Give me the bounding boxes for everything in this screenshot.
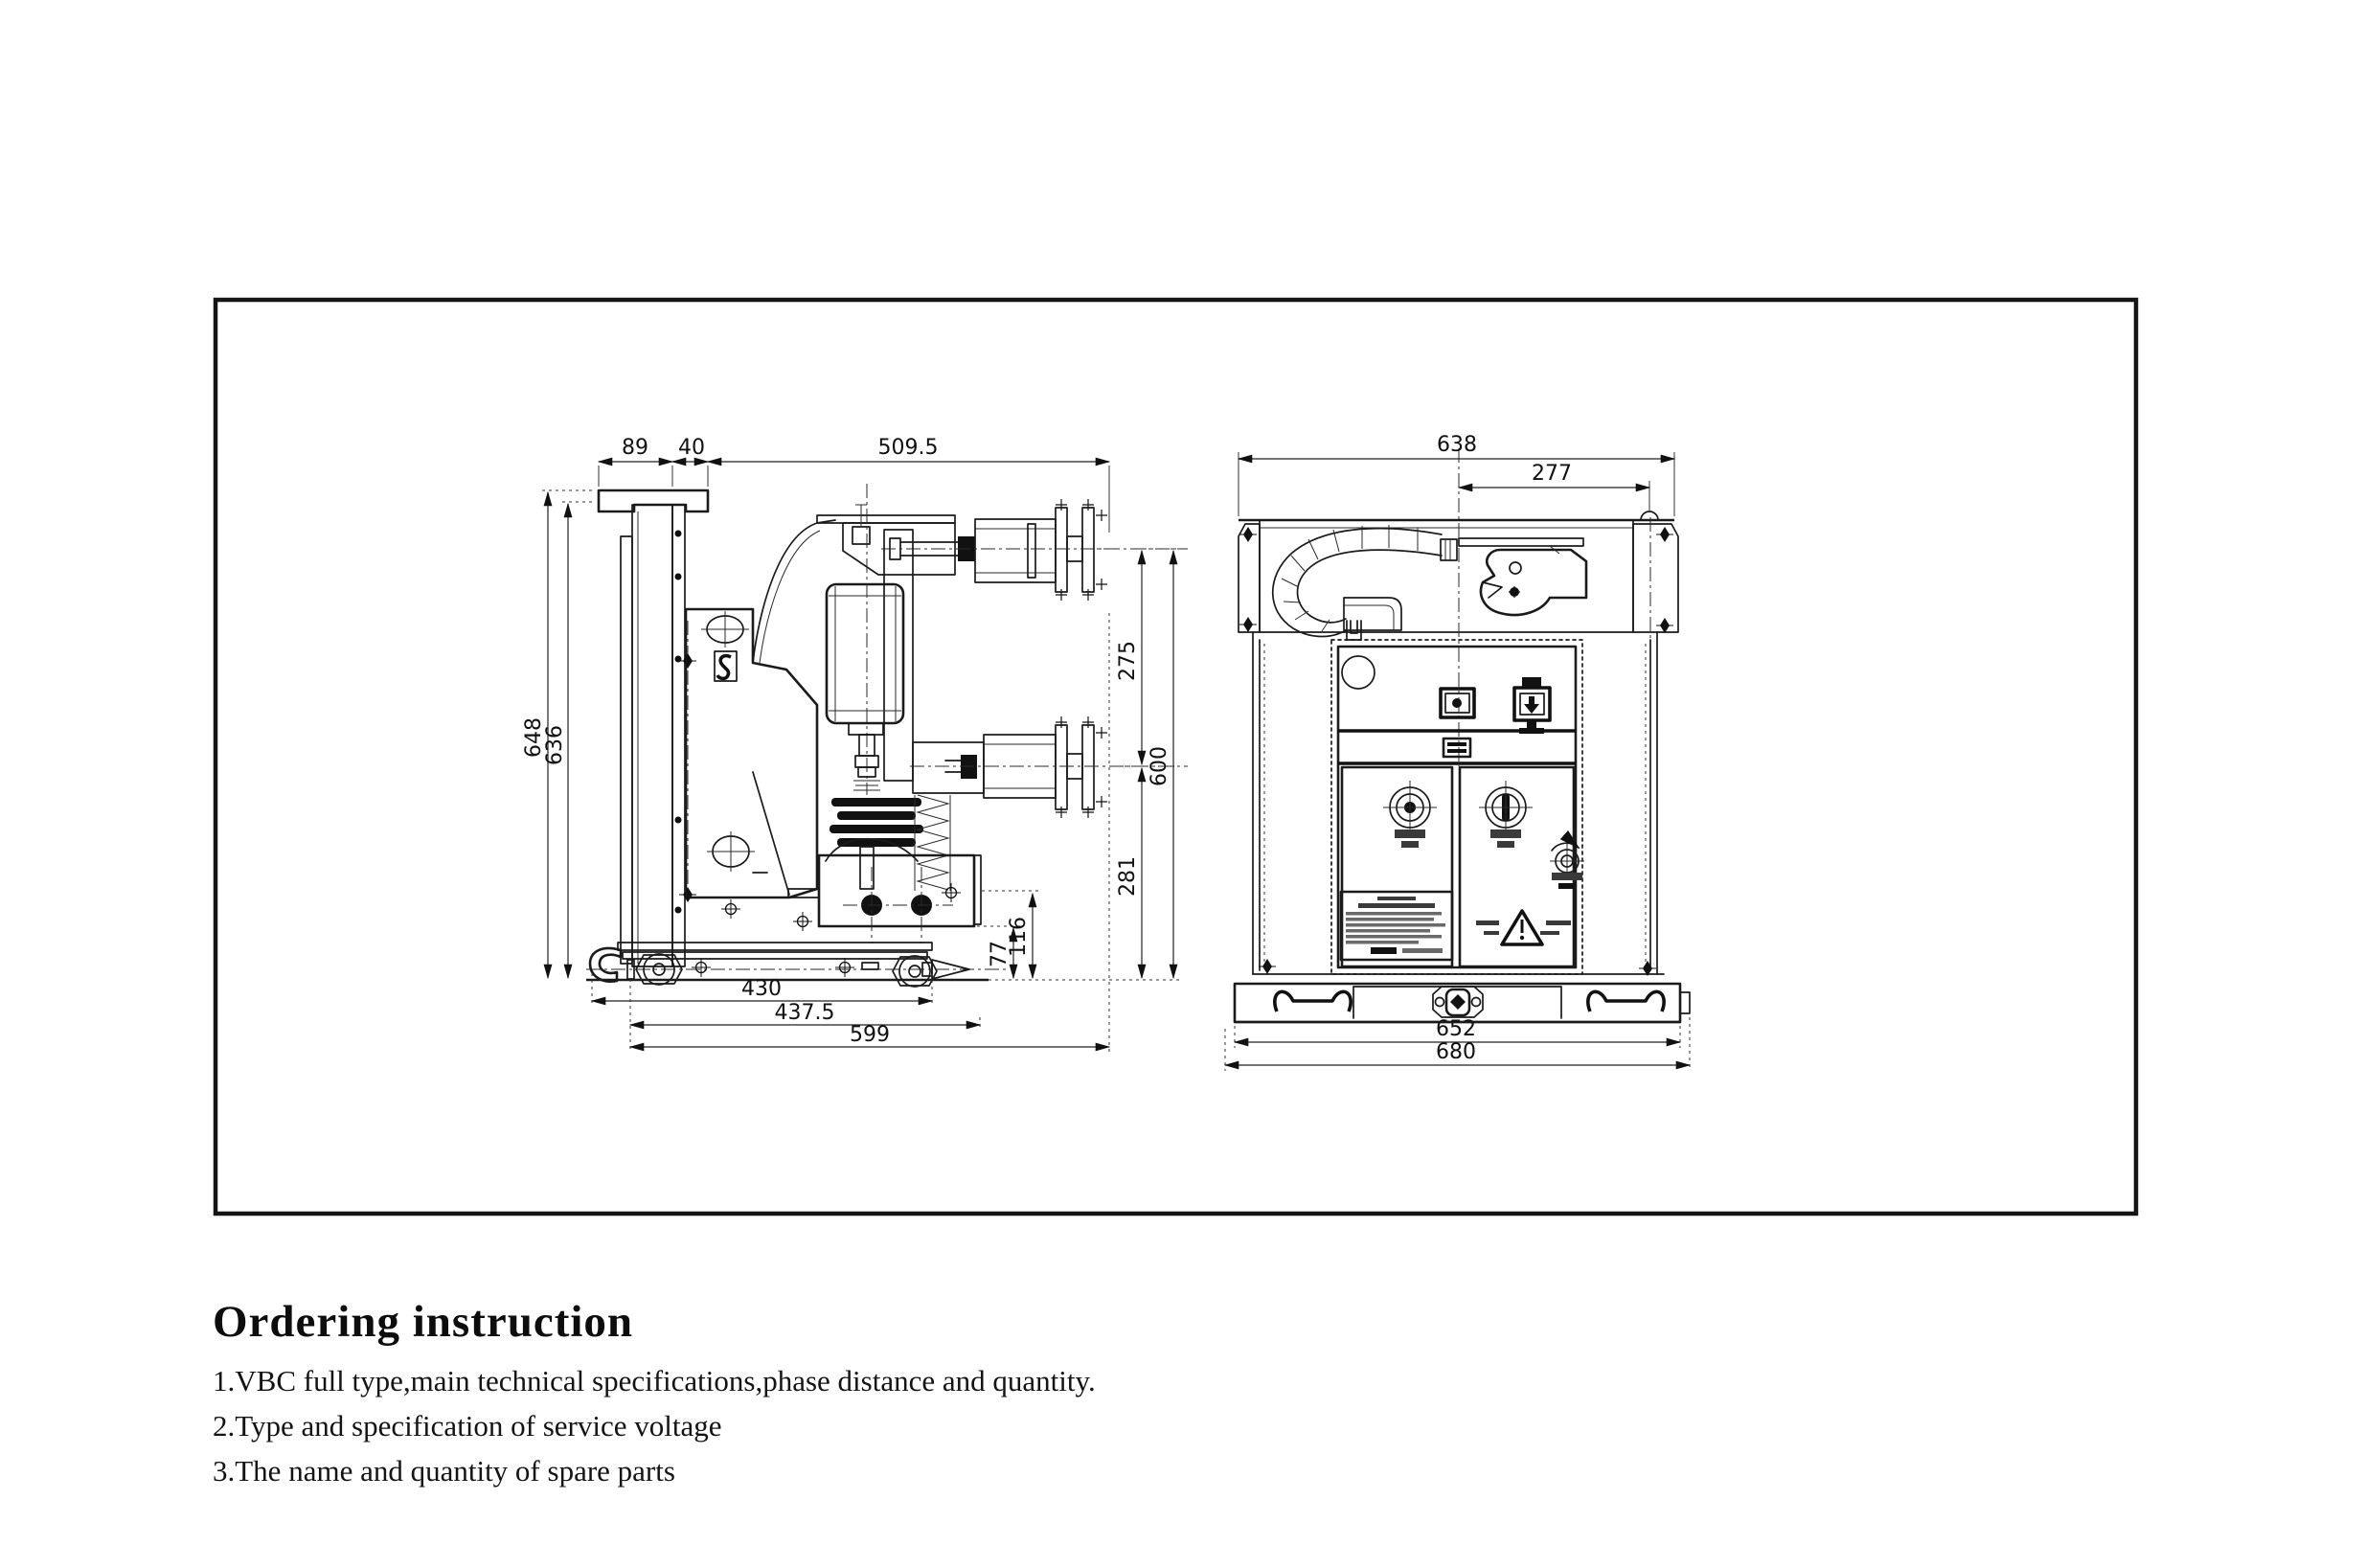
dim-frame-length: 437.5 (774, 1001, 835, 1025)
dim-overall-width: 638 (1437, 433, 1477, 457)
drawing-border-frame (216, 300, 2136, 1214)
dim-overall-depth: 599 (850, 1023, 890, 1047)
dim-overall-base-width: 680 (1436, 1040, 1476, 1064)
list-item-3: 3.The name and quantity of spare parts (213, 1454, 675, 1488)
dim-pole-to-base: 600 (1148, 746, 1171, 786)
list-item-1: 1.VBC full type,main technical specifications,phase distance and quantity. (213, 1364, 1096, 1398)
dim-base-width: 652 (1436, 1017, 1476, 1041)
section-heading: Ordering instruction (213, 1297, 634, 1348)
dim-pole-spacing: 275 (1116, 641, 1140, 681)
dim-total-height: 648 (522, 717, 546, 758)
front-view-structure (1235, 448, 1690, 1022)
list-item-2: 2.Type and specification of service voltage (213, 1409, 722, 1443)
dim-wheel-base: 430 (741, 977, 782, 1001)
dim-flange-overhang: 89 (622, 436, 648, 460)
side-view-structure (586, 484, 1188, 987)
dim-bracket-height: 116 (1007, 917, 1031, 957)
dim-lower-pole-to-base: 281 (1116, 856, 1140, 897)
front-view (1225, 433, 1690, 1071)
side-view (522, 436, 1188, 1053)
ordering-instruction-list (213, 1358, 1096, 1493)
dim-truck-height: 77 (988, 941, 1012, 967)
dim-center-to-lug: 277 (1532, 462, 1572, 486)
dim-pole-depth: 509.5 (877, 436, 939, 460)
dim-plate-height: 636 (543, 725, 567, 765)
dim-plate-width: 40 (678, 436, 705, 460)
